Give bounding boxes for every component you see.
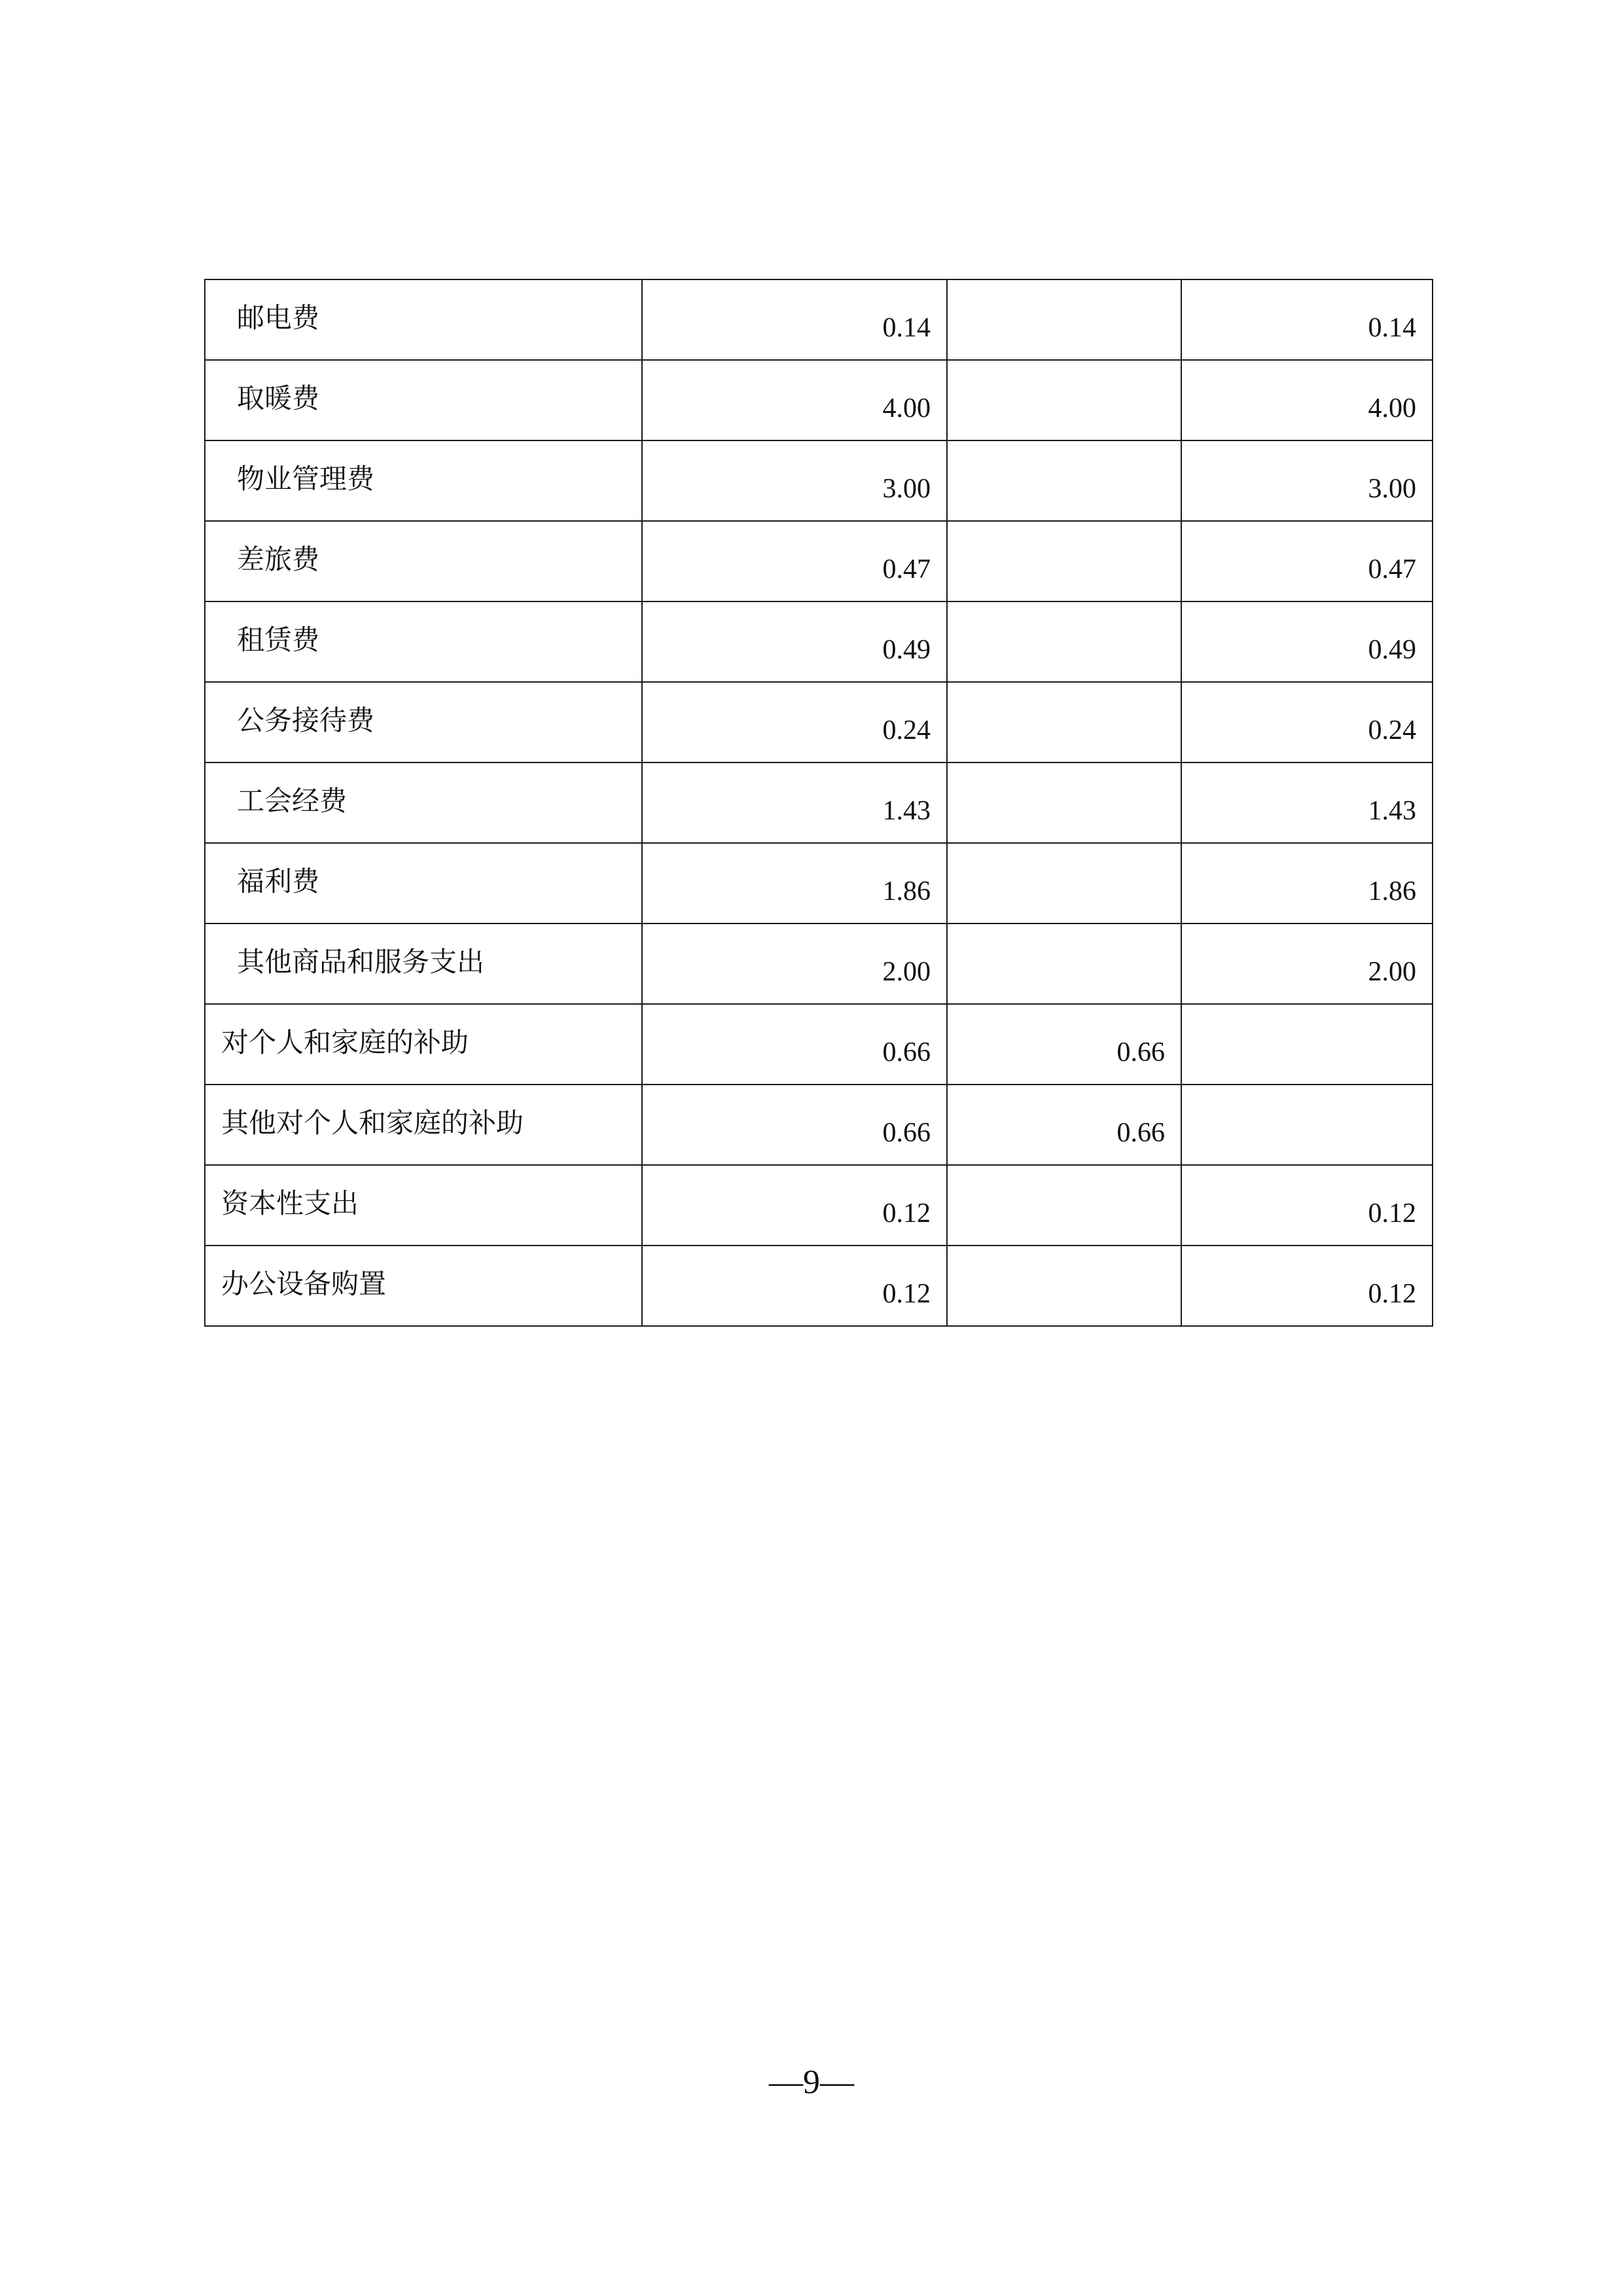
row-name: 邮电费 bbox=[237, 304, 320, 334]
row-name-cell bbox=[205, 682, 642, 762]
row-name-cell bbox=[205, 1165, 642, 1246]
row-name-cell bbox=[205, 360, 642, 440]
total-cell bbox=[642, 601, 947, 682]
row-name-cell bbox=[205, 924, 642, 1004]
total-value: 0.47 bbox=[882, 554, 931, 584]
total-cell bbox=[642, 279, 947, 360]
row-name-cell bbox=[205, 601, 642, 682]
basic-cell bbox=[947, 843, 1181, 924]
basic-value bbox=[948, 361, 1181, 395]
project-value: 0.12 bbox=[1368, 1198, 1416, 1229]
row-name: 工会经费 bbox=[237, 787, 348, 817]
total-cell bbox=[642, 360, 947, 440]
basic-cell bbox=[947, 1004, 1181, 1085]
table-row bbox=[205, 682, 1433, 762]
project-cell bbox=[1181, 440, 1433, 521]
total-cell bbox=[642, 1246, 947, 1326]
project-cell bbox=[1181, 279, 1433, 360]
table-row bbox=[205, 843, 1433, 924]
project-cell bbox=[1181, 360, 1433, 440]
row-name: 其他对个人和家庭的补助 bbox=[221, 1109, 524, 1139]
project-cell bbox=[1181, 1165, 1433, 1246]
total-value: 2.00 bbox=[882, 957, 931, 987]
total-cell bbox=[642, 1004, 947, 1085]
project-value: 0.12 bbox=[1368, 1279, 1416, 1309]
row-name-cell bbox=[205, 1085, 642, 1165]
total-cell bbox=[642, 924, 947, 1004]
row-name: 办公设备购置 bbox=[221, 1270, 387, 1300]
total-cell bbox=[642, 762, 947, 843]
budget-table-body bbox=[205, 279, 1433, 1326]
basic-value bbox=[948, 441, 1181, 475]
project-cell bbox=[1181, 1004, 1433, 1085]
total-value: 0.14 bbox=[882, 313, 931, 343]
basic-cell bbox=[947, 279, 1181, 360]
basic-value bbox=[948, 683, 1181, 717]
row-name: 资本性支出 bbox=[221, 1189, 359, 1219]
row-name: 福利费 bbox=[237, 867, 320, 897]
basic-cell bbox=[947, 521, 1181, 601]
row-name-cell bbox=[205, 762, 642, 843]
table-row bbox=[205, 1246, 1433, 1326]
basic-value bbox=[948, 924, 1181, 958]
basic-value bbox=[948, 1246, 1181, 1280]
basic-value bbox=[948, 280, 1181, 314]
project-cell bbox=[1181, 843, 1433, 924]
total-value: 0.24 bbox=[882, 715, 931, 745]
row-name: 取暖费 bbox=[237, 384, 320, 414]
project-value: 1.43 bbox=[1368, 796, 1416, 826]
total-cell bbox=[642, 1085, 947, 1165]
basic-cell bbox=[947, 601, 1181, 682]
total-value: 4.00 bbox=[882, 393, 931, 423]
basic-value bbox=[948, 602, 1181, 636]
basic-cell bbox=[947, 762, 1181, 843]
total-value: 0.66 bbox=[882, 1037, 931, 1067]
table-row bbox=[205, 1004, 1433, 1085]
row-name-cell bbox=[205, 440, 642, 521]
total-cell bbox=[642, 1165, 947, 1246]
total-value: 3.00 bbox=[882, 474, 931, 504]
basic-value bbox=[948, 1166, 1181, 1200]
row-name: 对个人和家庭的补助 bbox=[221, 1028, 469, 1058]
total-value: 0.12 bbox=[882, 1198, 931, 1229]
basic-value: 0.66 bbox=[1116, 1118, 1165, 1148]
table-row bbox=[205, 440, 1433, 521]
project-value: 3.00 bbox=[1368, 474, 1416, 504]
basic-cell bbox=[947, 360, 1181, 440]
project-cell bbox=[1181, 601, 1433, 682]
total-value: 1.86 bbox=[882, 876, 931, 906]
project-cell bbox=[1181, 682, 1433, 762]
page-number: —9— bbox=[769, 2064, 854, 2101]
project-value: 2.00 bbox=[1368, 957, 1416, 987]
basic-cell bbox=[947, 1085, 1181, 1165]
row-name: 差旅费 bbox=[237, 545, 320, 575]
basic-value bbox=[948, 844, 1181, 878]
project-value bbox=[1182, 1085, 1432, 1119]
basic-value bbox=[948, 763, 1181, 797]
total-cell bbox=[642, 440, 947, 521]
row-name: 物业管理费 bbox=[237, 465, 375, 495]
total-value: 0.12 bbox=[882, 1279, 931, 1309]
total-value: 1.43 bbox=[882, 796, 931, 826]
project-cell bbox=[1181, 1246, 1433, 1326]
project-value: 0.24 bbox=[1368, 715, 1416, 745]
basic-value: 0.66 bbox=[1116, 1037, 1165, 1067]
project-value: 0.49 bbox=[1368, 635, 1416, 665]
row-name: 租赁费 bbox=[237, 626, 320, 656]
project-value: 0.14 bbox=[1368, 313, 1416, 343]
basic-cell bbox=[947, 682, 1181, 762]
row-name-cell bbox=[205, 279, 642, 360]
basic-cell bbox=[947, 1165, 1181, 1246]
project-cell bbox=[1181, 924, 1433, 1004]
table-row bbox=[205, 924, 1433, 1004]
row-name-cell bbox=[205, 1246, 642, 1326]
basic-cell bbox=[947, 924, 1181, 1004]
table-row bbox=[205, 279, 1433, 360]
project-cell bbox=[1181, 521, 1433, 601]
table-row bbox=[205, 521, 1433, 601]
project-value: 4.00 bbox=[1368, 393, 1416, 423]
total-value: 0.66 bbox=[882, 1118, 931, 1148]
total-cell bbox=[642, 843, 947, 924]
table-row bbox=[205, 1165, 1433, 1246]
row-name: 其他商品和服务支出 bbox=[237, 948, 485, 978]
project-value: 0.47 bbox=[1368, 554, 1416, 584]
project-cell bbox=[1181, 762, 1433, 843]
row-name-cell bbox=[205, 521, 642, 601]
total-value: 0.49 bbox=[882, 635, 931, 665]
basic-cell bbox=[947, 440, 1181, 521]
project-value bbox=[1182, 1005, 1432, 1039]
row-name: 公务接待费 bbox=[237, 706, 375, 736]
row-name-cell bbox=[205, 1004, 642, 1085]
budget-table bbox=[204, 279, 1433, 1327]
total-cell bbox=[642, 682, 947, 762]
table-row bbox=[205, 762, 1433, 843]
project-cell bbox=[1181, 1085, 1433, 1165]
basic-value bbox=[948, 522, 1181, 556]
table-row bbox=[205, 601, 1433, 682]
row-name-cell bbox=[205, 843, 642, 924]
table-row bbox=[205, 360, 1433, 440]
table-row bbox=[205, 1085, 1433, 1165]
total-cell bbox=[642, 521, 947, 601]
basic-cell bbox=[947, 1246, 1181, 1326]
project-value: 1.86 bbox=[1368, 876, 1416, 906]
